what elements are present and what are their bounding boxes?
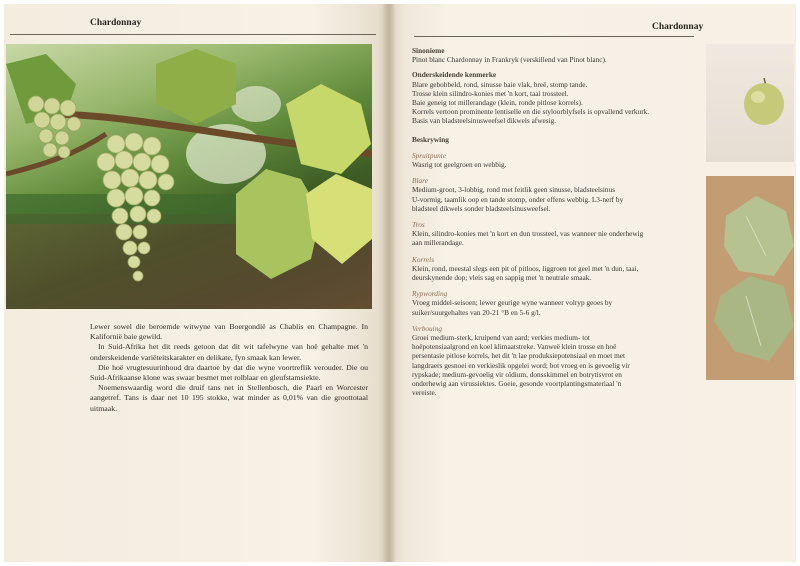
- grape-bunch-illustration: [6, 44, 372, 309]
- single-berry-photo: [706, 44, 794, 162]
- left-running-head: Chardonnay: [90, 18, 142, 28]
- left-paragraph: In Suid-Afrika het dit reeds getoon dat dit wit tafelwyne van hoë gehalte met 'n onderskeidende variëteitskarakter en delikate, fyn smaak kan lewer.: [90, 342, 368, 362]
- left-page: [4, 4, 388, 562]
- section-line: bladsteel dikwels sonder bladsteelsinusweefsel.: [412, 203, 551, 213]
- section-title-verbouing: Verbouing: [412, 323, 442, 333]
- section-line: Wasrig tot geelgroen en webbig.: [412, 160, 507, 170]
- section-line: Klein, rond, meestal slegs een pit of pitloos, liggroen tot geel met 'n dun, taai,: [412, 263, 639, 273]
- section-line: Klein, silindro-konies met 'n kort en dun trossteel, vas wanneer nie onderhewig: [412, 229, 644, 239]
- section-title-korrels: Korrels: [412, 254, 435, 264]
- section-line: onderhewig aan virussiektes. Goeie, gesonde voortplantingsmateriaal 'n: [412, 379, 622, 389]
- left-body-text: [90, 322, 368, 414]
- kenmerke-line: Basis van bladsteelsinusweefsel dikwels afwesig.: [412, 116, 557, 126]
- section-line: suiker/suurgehaltes van 20-21 °B en 5-6 g/l.: [412, 307, 541, 317]
- right-body-text: [412, 46, 694, 398]
- right-header-rule: [414, 36, 694, 37]
- grape-photo: [6, 44, 372, 309]
- section-line: rypskade; medium-gevoelig vir oïdium, donsskimmel en botrytisvrot en: [412, 369, 622, 379]
- left-paragraph: Die hoë vrugtesuurinhoud dra daartoe by dat die wyne voortreflik verouder. Die ou Suid-Afrikaanse klone was swaar besmet met rolblaar en gleufstamsiekte.: [90, 362, 368, 383]
- section-title-rypwording: Rypwording: [412, 289, 448, 299]
- section-line: vereiste.: [412, 388, 437, 398]
- section-line: langdraers gesnoei en verkieslik opgelei word; bot vroeg en is gevoelig vir: [412, 360, 630, 370]
- left-paragraph: Lewer sowel die beroemde witwyne van Boergondië as Chablis en Champagne. In Kalifornië baie gewild.: [90, 322, 368, 342]
- beskrywing-heading: Beskrywing: [412, 134, 449, 144]
- book-gutter: [382, 4, 396, 562]
- berry-illustration: [706, 44, 794, 162]
- leaf-photo: [706, 176, 794, 380]
- kenmerke-line: Trosse klein silindro-konies met 'n kort, taai trossteel.: [412, 88, 569, 98]
- section-line: U-vormig, taamlik oop en tande stomp, onder effens webbig. L3-nerf by: [412, 194, 624, 204]
- right-running-head: Chardonnay: [652, 22, 704, 32]
- kenmerke-heading: Onderskeidende kenmerke: [412, 70, 497, 80]
- section-title-tros: Tros: [412, 220, 425, 230]
- section-line: Medium-groot, 3-lobbig, rond met feitlik geen sinusse, bladsteelsinus: [412, 185, 616, 195]
- sinonieme-line: Pinot blanc Chardonnay in Frankryk (verskillend van Pinot blanc).: [412, 55, 607, 65]
- section-line: deurskynende dop; vleis sag en sappig met 'n neutrale smaak.: [412, 273, 592, 283]
- leaf-illustration: [706, 176, 794, 380]
- section-line: Groei medium-sterk, kruipend van aard; verkies medium- tot: [412, 333, 590, 343]
- section-title-blare: Blare: [412, 176, 428, 186]
- section-title-spruitpunte: Spruitpunte: [412, 150, 447, 160]
- kenmerke-line: Korrels vertoon prominente lentiselle en die styloorblyfsels is opvallend verkurk.: [412, 107, 650, 117]
- section-line: aan millerandage.: [412, 238, 464, 248]
- sinonieme-heading: Sinonieme: [412, 46, 445, 55]
- left-paragraph: Noemenswaardig word die druif tans net in Stellenbosch, die Paarl en Worcester aangetref. Tans is daar net 10 195 stokke, wat minder as 0,01% van die groottotaal uitmaak.: [90, 383, 368, 413]
- section-line: persentasie pitlose korrels, het dit 'n lae produksiepotensiaal en moet met: [412, 351, 626, 361]
- kenmerke-line: Baie geneig tot millerandage (klein, ronde pitlose korrels).: [412, 98, 583, 108]
- section-line: Vroeg middel-seisoen; lewer geurige wyne wanneer volryp geoes by: [412, 298, 613, 308]
- left-header-rule: [10, 34, 376, 35]
- section-line: hoëpotensiaalgrond en koel klimaatstreke. Vanweë klein trosse en hoë: [412, 342, 617, 352]
- kenmerke-line: Blare gebobbeld, rond, sinusse baie vlak, breë, stomp tande.: [412, 79, 588, 89]
